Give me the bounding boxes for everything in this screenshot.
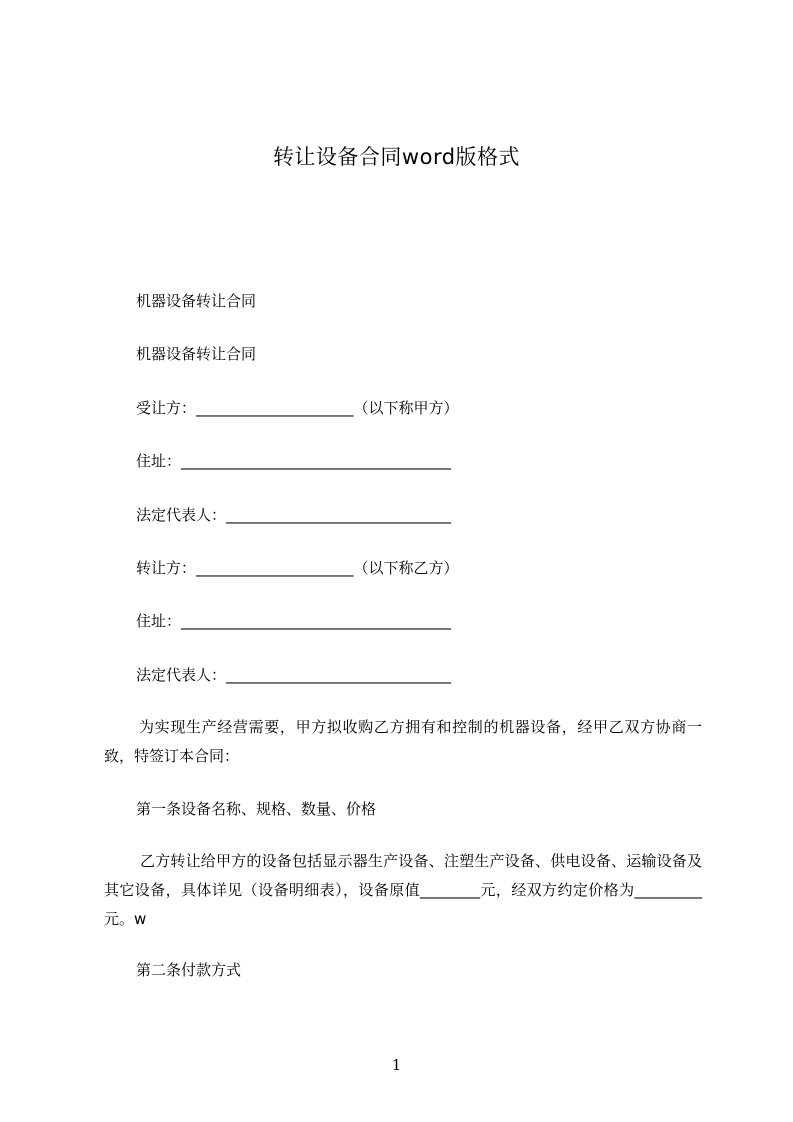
article-2-heading: 第二条付款方式	[136, 961, 242, 979]
contract-name-line: 机器设备转让合同	[136, 292, 257, 310]
transferee-line: 受让方：_____________________（以下称甲方）	[136, 399, 459, 417]
transferor-address-line: 住址：____________________________________	[136, 612, 452, 630]
contract-name-line: 机器设备转让合同	[136, 345, 257, 363]
transferee-representative-line: 法定代表人：______________________________	[136, 506, 452, 524]
document-title: 转让设备合同word版格式	[272, 145, 521, 169]
article-1-paragraph: 乙方转让给甲方的设备包括显示器生产设备、注塑生产设备、供电设备、运输设备及其它设备，具体详见（设备明细表），设备原值________元，经双方约定价格为_________元。w	[104, 852, 702, 928]
transferor-line: 转让方：_____________________（以下称乙方）	[136, 559, 459, 577]
page-number: 1	[391, 1056, 402, 1074]
intro-paragraph: 为实现生产经营需要，甲方拟收购乙方拥有和控制的机器设备，经甲乙双方协商一致，特签订本合同：	[104, 718, 702, 765]
transferor-representative-line: 法定代表人：______________________________	[136, 666, 452, 684]
article-1-heading: 第一条设备名称、规格、数量、价格	[136, 800, 377, 818]
transferee-address-line: 住址：____________________________________	[136, 452, 452, 470]
